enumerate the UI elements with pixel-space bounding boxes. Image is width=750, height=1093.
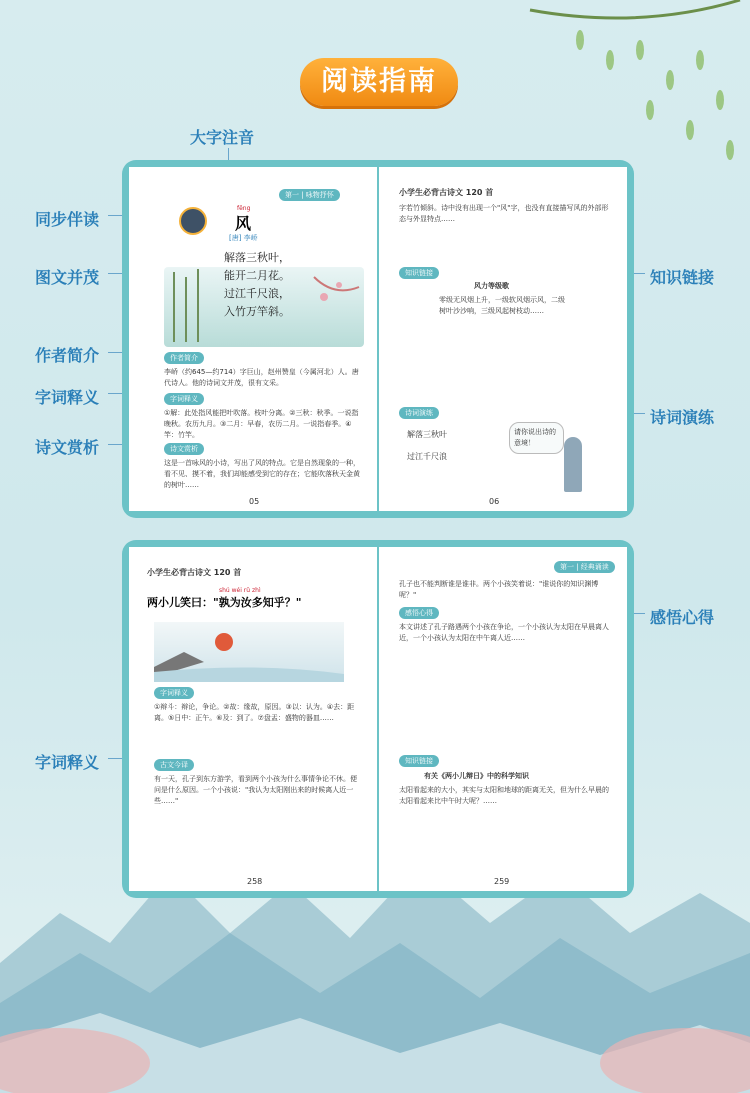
section-tag-words: 字词释义: [154, 687, 194, 699]
page-number: 259: [494, 877, 510, 886]
section-tag-reflection: 感悟心得: [399, 607, 439, 619]
story-illustration: [154, 622, 344, 682]
words-text: ①辩斗：辩论，争论。②故：缘故，原因。③以：认为。④去：距离。⑤日中：正午。⑥及：到了。⑦盘盂：盛物的器皿……: [154, 703, 355, 722]
callout-illustration: 图文并茂: [35, 268, 100, 287]
section-tag-appreciation: 诗文赏析: [164, 443, 204, 455]
callout-pinyin: 大字注音: [190, 128, 255, 147]
page-05: [129, 167, 377, 511]
section-tag-link: 知识链接: [399, 755, 439, 767]
running-header: 小学生必背古诗文 120 首: [147, 568, 242, 577]
callout-knowledge: 知识链接: [650, 268, 715, 287]
appreciation-text: 这是一首咏风的小诗，写出了风的特点。它是自然现象的一种，看不见、摸不着，我们却能感受到它的存在；它能吹落秋天金黄的树叶……: [164, 459, 360, 489]
words-text: ①解：此处指风能把叶吹落。枝叶分离。②三秋：秋季。一说指晚秋。农历九月。③二月：早春，农历二月。一说指春季。④竿：竹竿。: [164, 409, 359, 439]
page-number: 258: [247, 877, 263, 886]
author-text: 李峤（约645—约714）字巨山，赵州赞皇（今属河北）人。唐代诗人。他的诗词文并茂，很有文采。: [164, 368, 359, 387]
callout-reflection: 感悟心得: [650, 608, 715, 627]
intro-text: 字若竹倾斜。诗中没有出现一个"风"字，也没有直接描写风的外部形态与外显特点……: [399, 204, 609, 223]
poem-author: [唐] 李峤: [229, 234, 258, 242]
callout-words-2: 字词释义: [35, 753, 100, 772]
practice-line-1: 解落三秋叶: [407, 430, 447, 439]
speech-bubble: 请你说出诗的意境！: [509, 422, 564, 454]
link-title: 有关《两小儿辩日》中的科学知识: [424, 772, 529, 780]
section-tag-words: 字词释义: [164, 393, 204, 405]
story-title: 两小儿笑曰："孰为汝多知乎？": [147, 596, 302, 609]
page-258: [129, 547, 377, 891]
section-tag-practice: 诗词演练: [399, 407, 439, 419]
section-tag-translation: 古文今译: [154, 759, 194, 771]
callout-practice: 诗词演练: [650, 408, 715, 427]
book-spread-2: [122, 540, 634, 898]
callout-appreciation: 诗文赏析: [35, 438, 100, 457]
page-number: 06: [489, 497, 500, 506]
link-text: 太阳看起来的大小，其实与太阳和地球的距离无关，但为什么早晨的太阳看起来比中午时大呢？……: [399, 786, 609, 805]
translation-text: 有一天，孔子到东方游学，看到两个小孩为什么事情争论不休。便问是什么原因。一个小孩说："我认为太阳刚出来的时候离人近一些……": [154, 775, 357, 805]
running-header: 小学生必背古诗文 120 首: [399, 188, 494, 197]
link-title: 风力等级歌: [474, 282, 509, 290]
poem-line-2: 能开二月花。: [224, 269, 290, 282]
page-06: [379, 167, 627, 511]
section-tag-author: 作者简介: [164, 352, 204, 364]
chapter-tag: 第一 | 咏物抒怀: [279, 189, 340, 201]
callout-words: 字词释义: [35, 388, 100, 407]
scholar-figure: [564, 437, 582, 492]
poem-title: 风: [235, 214, 252, 233]
callout-reading: 同步伴读: [35, 210, 100, 229]
poem-title-pinyin: fēng: [237, 205, 251, 212]
link-text: 零级无风烟上升，一级软风烟示风，二级树叶沙沙响，三级风起树枝动……: [439, 296, 565, 315]
chapter-tag: 第一 | 经典诵读: [554, 561, 615, 573]
reflection-text: 本文讲述了孔子路遇两个小孩在争论，一个小孩认为太阳在早晨离人近，一个小孩认为太阳在中午离人近……: [399, 623, 609, 642]
page-259: [379, 547, 627, 891]
poem-line-4: 入竹万竿斜。: [224, 305, 290, 318]
practice-line-2: 过江千尺浪: [407, 452, 447, 461]
callout-author: 作者简介: [35, 346, 100, 365]
page-number: 05: [249, 497, 260, 506]
book-spread-1: [122, 160, 634, 518]
page-title: 阅读指南: [300, 58, 458, 106]
poem-line-1: 解落三秋叶，: [224, 251, 290, 264]
intro-text: 孔子也不能判断谁是谁非。两个小孩笑着说："谁说你的知识渊博呢？": [399, 580, 599, 599]
section-tag-link: 知识链接: [399, 267, 439, 279]
title-pinyin: shú wéi rǔ zhì: [219, 587, 261, 594]
audio-icon: [179, 207, 207, 235]
poem-line-3: 过江千尺浪，: [224, 287, 290, 300]
willow-decoration: [520, 0, 750, 180]
